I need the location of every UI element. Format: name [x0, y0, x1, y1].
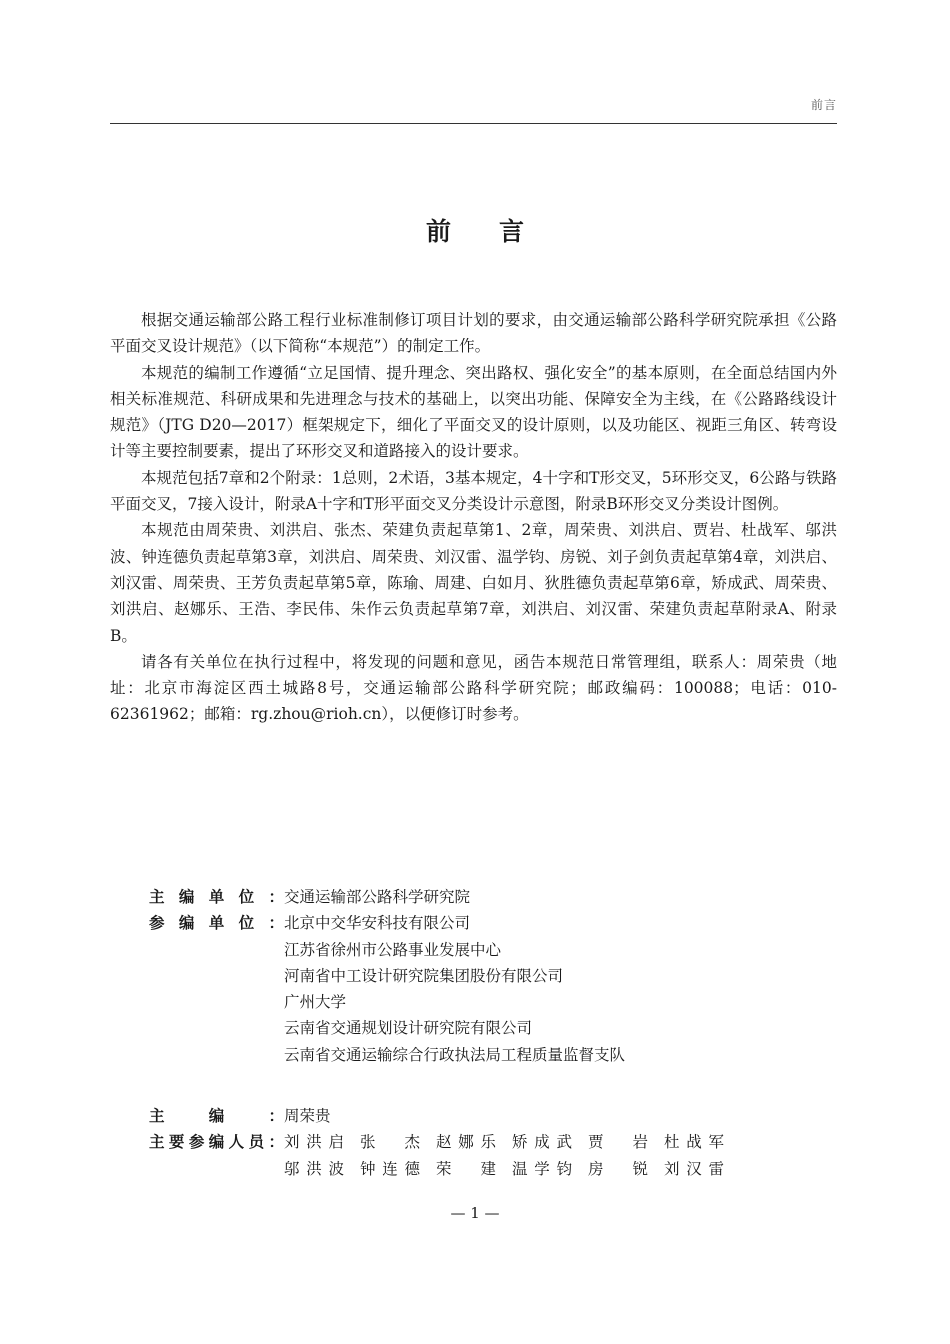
- chief-unit: 交通运输部公路科学研究院: [284, 888, 471, 906]
- chief-unit-label: 主编单位：: [149, 888, 284, 906]
- participants-line-2: [284, 1156, 740, 1182]
- participating-unit: 河南省中工设计研究院集团股份有限公司: [284, 966, 564, 985]
- paragraph-3: 本规范包括7章和2个附录：1总则，2术语，3基本规定，4十字和T形交叉，5环形交叉，6公路与铁路平面交叉，7接入设计，附录A十字和T形平面交叉分类设计示意图，附录B环形交叉分类设计图例。: [110, 468, 837, 514]
- paragraph-2: 本规范的编制工作遵循“立足国情、提升理念、突出路权、强化安全”的基本原则，在全面总结国内外相关标准规范、科研成果和先进理念与技术的基础上，以突出功能、保障安全为主线，在《公路路线设计规范》（JTG D20—2017）框架规定下，细化了平面交叉的设计原则，以及功能区、视距三角区、转弯设计等主要控制要素，提出了环形交叉和道路接入的设计要求。: [110, 363, 837, 461]
- participating-unit: 北京中交华安科技有限公司: [284, 914, 471, 933]
- chief-editor-row: [149, 1103, 839, 1129]
- chief-editor-label: 主编：: [149, 1107, 284, 1126]
- participating-unit: 云南省交通规划设计研究院有限公司: [284, 1019, 533, 1038]
- header-rule: [110, 123, 837, 124]
- participating-unit: 广州大学: [284, 993, 347, 1012]
- paragraph-1: 根据交通运输部公路工程行业标准制修订项目计划的要求，由交通运输部公路科学研究院承担《公路平面交叉设计规范》（以下简称“本规范”）的制定工作。: [110, 311, 837, 356]
- preface-body: [110, 307, 837, 728]
- participant-name: 房锐: [588, 1159, 648, 1178]
- participating-units-label: 参编单位：: [149, 914, 284, 933]
- participant-name: 荣建: [436, 1159, 496, 1178]
- participating-units-row: [149, 910, 839, 1068]
- participant-name: 张杰: [360, 1133, 420, 1152]
- chief-unit-row: [149, 884, 839, 910]
- paragraph-5: 请各有关单位在执行过程中，将发现的问题和意见，函告本规范日常管理组，联系人：周荣贵（地址：北京市海淀区西土城路8号，交通运输部公路科学研究院；邮政编码：100088；电话：010-62361962；邮箱：rg.zhou@rioh.cn），以便修订时参考。: [110, 652, 837, 724]
- participants-row: [149, 1129, 839, 1182]
- participants-label: 主要参编人员：: [149, 1133, 284, 1152]
- participant-name: 邬洪波: [284, 1159, 344, 1178]
- participant-name: 刘汉雷: [664, 1159, 724, 1178]
- chief-editor: 周荣贵: [284, 1107, 331, 1126]
- running-head: 前言: [810, 98, 837, 112]
- participant-name: 刘洪启: [284, 1133, 344, 1152]
- participant-name: 温学钧: [512, 1159, 572, 1178]
- participating-unit: 云南省交通运输综合行政执法局工程质量监督支队: [284, 1045, 626, 1064]
- participant-name: 杜战军: [664, 1133, 724, 1152]
- participant-name: 赵娜乐: [436, 1133, 496, 1152]
- paragraph-4: 本规范由周荣贵、刘洪启、张杰、荣建负责起草第1、2章，周荣贵、刘洪启、贾岩、杜战军、邬洪波、钟连德负责起草第3章，刘洪启、周荣贵、刘汉雷、温学钧、房锐、刘子剑负责起草第4章，刘洪启、刘汉雷、周荣贵、王芳负责起草第5章，陈瑜、周建、白如月、狄胜德负责起草第6章，矫成武、周荣贵、刘洪启、赵娜乐、王浩、李民伟、朱作云负责起草第7章，刘洪启、刘汉雷、荣建负责起草附录A、附录B。: [110, 521, 837, 645]
- participant-name: 矫成武: [512, 1133, 572, 1152]
- participants-line-1: [284, 1129, 740, 1155]
- page-title: 前言: [425, 217, 572, 246]
- participant-name: 贾岩: [588, 1133, 648, 1152]
- participant-name: 钟连德: [360, 1159, 420, 1178]
- page-number: — 1 —: [450, 1204, 500, 1222]
- credits-block: [149, 884, 839, 1182]
- participating-unit: 江苏省徐州市公路事业发展中心: [284, 940, 502, 959]
